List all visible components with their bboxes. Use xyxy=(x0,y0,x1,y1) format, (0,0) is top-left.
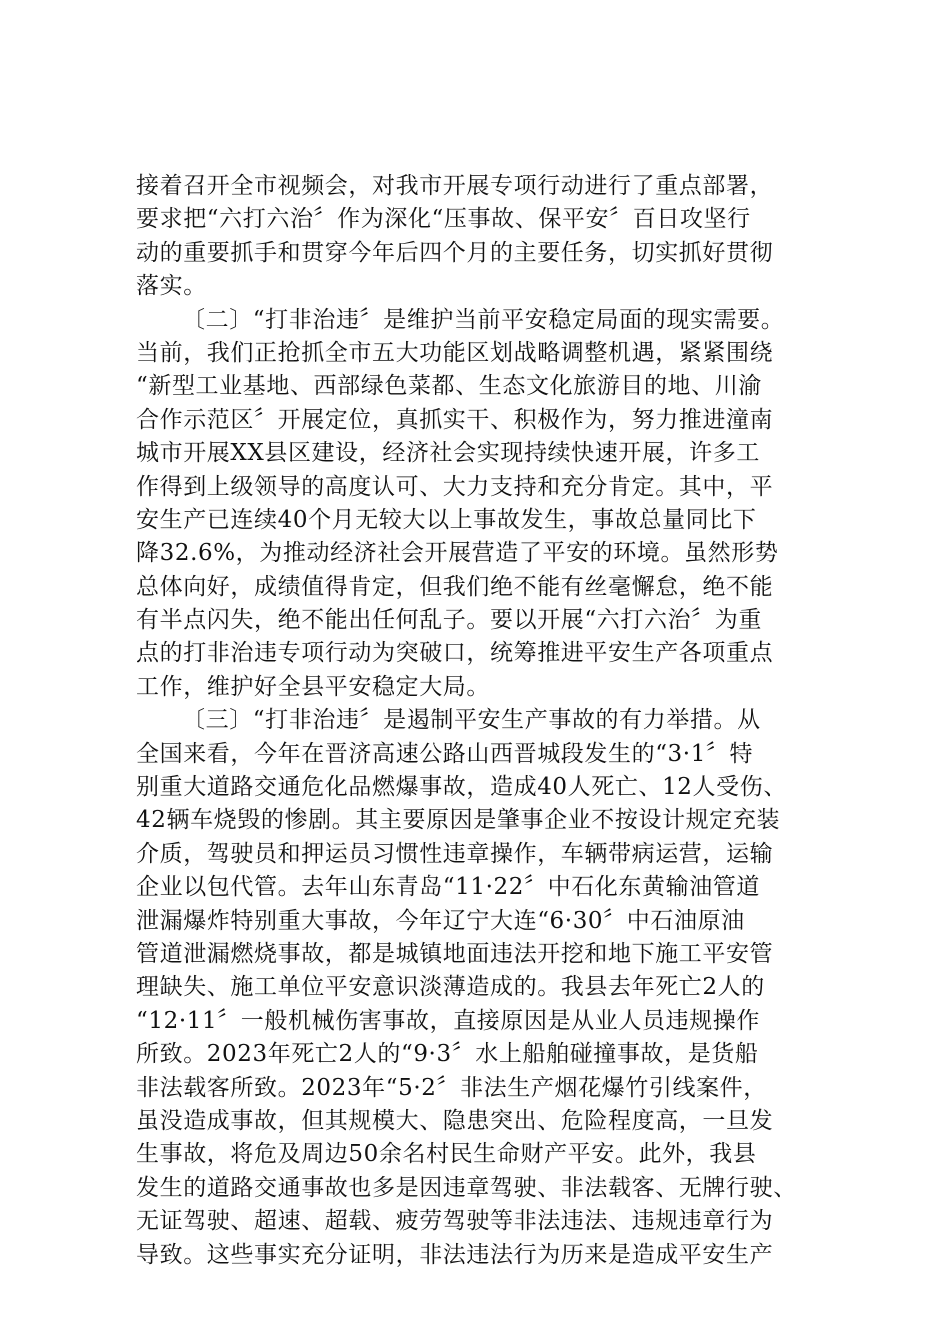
text-line: 接着召开全市视频会，对我市开展专项行动进行了重点部署， xyxy=(136,173,774,199)
text-line: 介质，驾驶员和押运员习惯性违章操作，车辆带病运营，运输 xyxy=(136,840,774,867)
text-line: 虽没造成事故，但其规模大、隐患突出、危险程度高，一旦发 xyxy=(136,1107,774,1134)
text-line: 有半点闪失，绝不能出任何乱子。要以开展“六打六治〞为重 xyxy=(136,607,762,634)
text-line: 非法载客所致。2023年“5·2〞非法生产烟花爆竹引线案件， xyxy=(136,1074,767,1101)
text-line: “新型工业基地、西部绿色菜都、生态文化旅游目的地、川渝 xyxy=(136,373,762,400)
text-line: 工作，维护好全县平安稳定大局。 xyxy=(136,673,490,700)
text-line: 别重大道路交通危化品燃爆事故，造成40人死亡、12人受伤、 xyxy=(136,774,787,801)
text-line: “12·11〞一般机械伤害事故，直接原因是从业人员违规操作 xyxy=(136,1007,761,1034)
text-line: 无证驾驶、超速、超载、疲劳驾驶等非法违法、违规违章行为 xyxy=(136,1208,774,1235)
text-line: 发生的道路交通事故也多是因违章驾驶、非法载客、无牌行驶、 xyxy=(136,1174,797,1201)
text-line: 当前，我们正抢抓全市五大功能区划战略调整机遇，紧紧围绕 xyxy=(136,339,774,366)
text-line: 动的重要抓手和贯穿今年后四个月的主要任务，切实抓好贯彻 xyxy=(136,239,774,266)
text-line: 作得到上级领导的高度认可、大力支持和充分肯定。其中，平 xyxy=(136,473,774,500)
text-line: 所致。2023年死亡2人的“9·3〞水上船舶碰撞事故，是货船 xyxy=(136,1041,759,1068)
text-line: 理缺失、施工单位平安意识淡薄造成的。我县去年死亡2人的 xyxy=(136,974,765,1001)
text-line: 导致。这些事实充分证明，非法违法行为历来是造成平安生产 xyxy=(136,1241,774,1268)
text-line: 要求把“六打六治〞作为深化“压事故、保平安〞百日攻坚行 xyxy=(136,206,751,233)
text-line: 城市开展XX县区建设，经济社会实现持续快速开展，许多工 xyxy=(136,440,760,467)
paragraph-first-line: 〔二〕“打非治违〞是维护当前平安稳定局面的现实需要。 xyxy=(182,306,785,333)
text-line: 落实。 xyxy=(136,273,207,300)
body-text xyxy=(136,170,836,1272)
text-line: 生事故，将危及周边50余名村民生命财产平安。此外，我县 xyxy=(136,1141,757,1168)
text-line: 安生产已连续40个月无较大以上事故发生，事故总量同比下 xyxy=(136,506,757,533)
text-line: 管道泄漏燃烧事故，都是城镇地面违法开挖和地下施工平安管 xyxy=(136,940,774,967)
text-line: 企业以包代管。去年山东青岛“11·22〞中石化东黄输油管道 xyxy=(136,874,761,901)
paragraph-first-line: 〔三〕“打非治违〞是遏制平安生产事故的有力举措。从 xyxy=(182,707,761,734)
text-line: 降32.6%，为推动经济社会开展营造了平安的环境。虽然形势 xyxy=(136,540,779,567)
text-line: 42辆车烧毁的惨剧。其主要原因是肇事企业不按设计规定充装 xyxy=(136,807,781,834)
text-line: 合作示范区〞开展定位，真抓实干、积极作为，努力推进潼南 xyxy=(136,406,774,433)
text-line: 点的打非治违专项行动为突破口，统筹推进平安生产各项重点 xyxy=(136,640,774,667)
text-line: 泄漏爆炸特别重大事故，今年辽宁大连“6·30〞中石油原油 xyxy=(136,907,745,934)
text-line: 总体向好，成绩值得肯定，但我们绝不能有丝毫懈怠，绝不能 xyxy=(136,573,774,600)
text-line: 全国来看，今年在晋济高速公路山西晋城段发生的“3·1〞特 xyxy=(136,740,754,767)
